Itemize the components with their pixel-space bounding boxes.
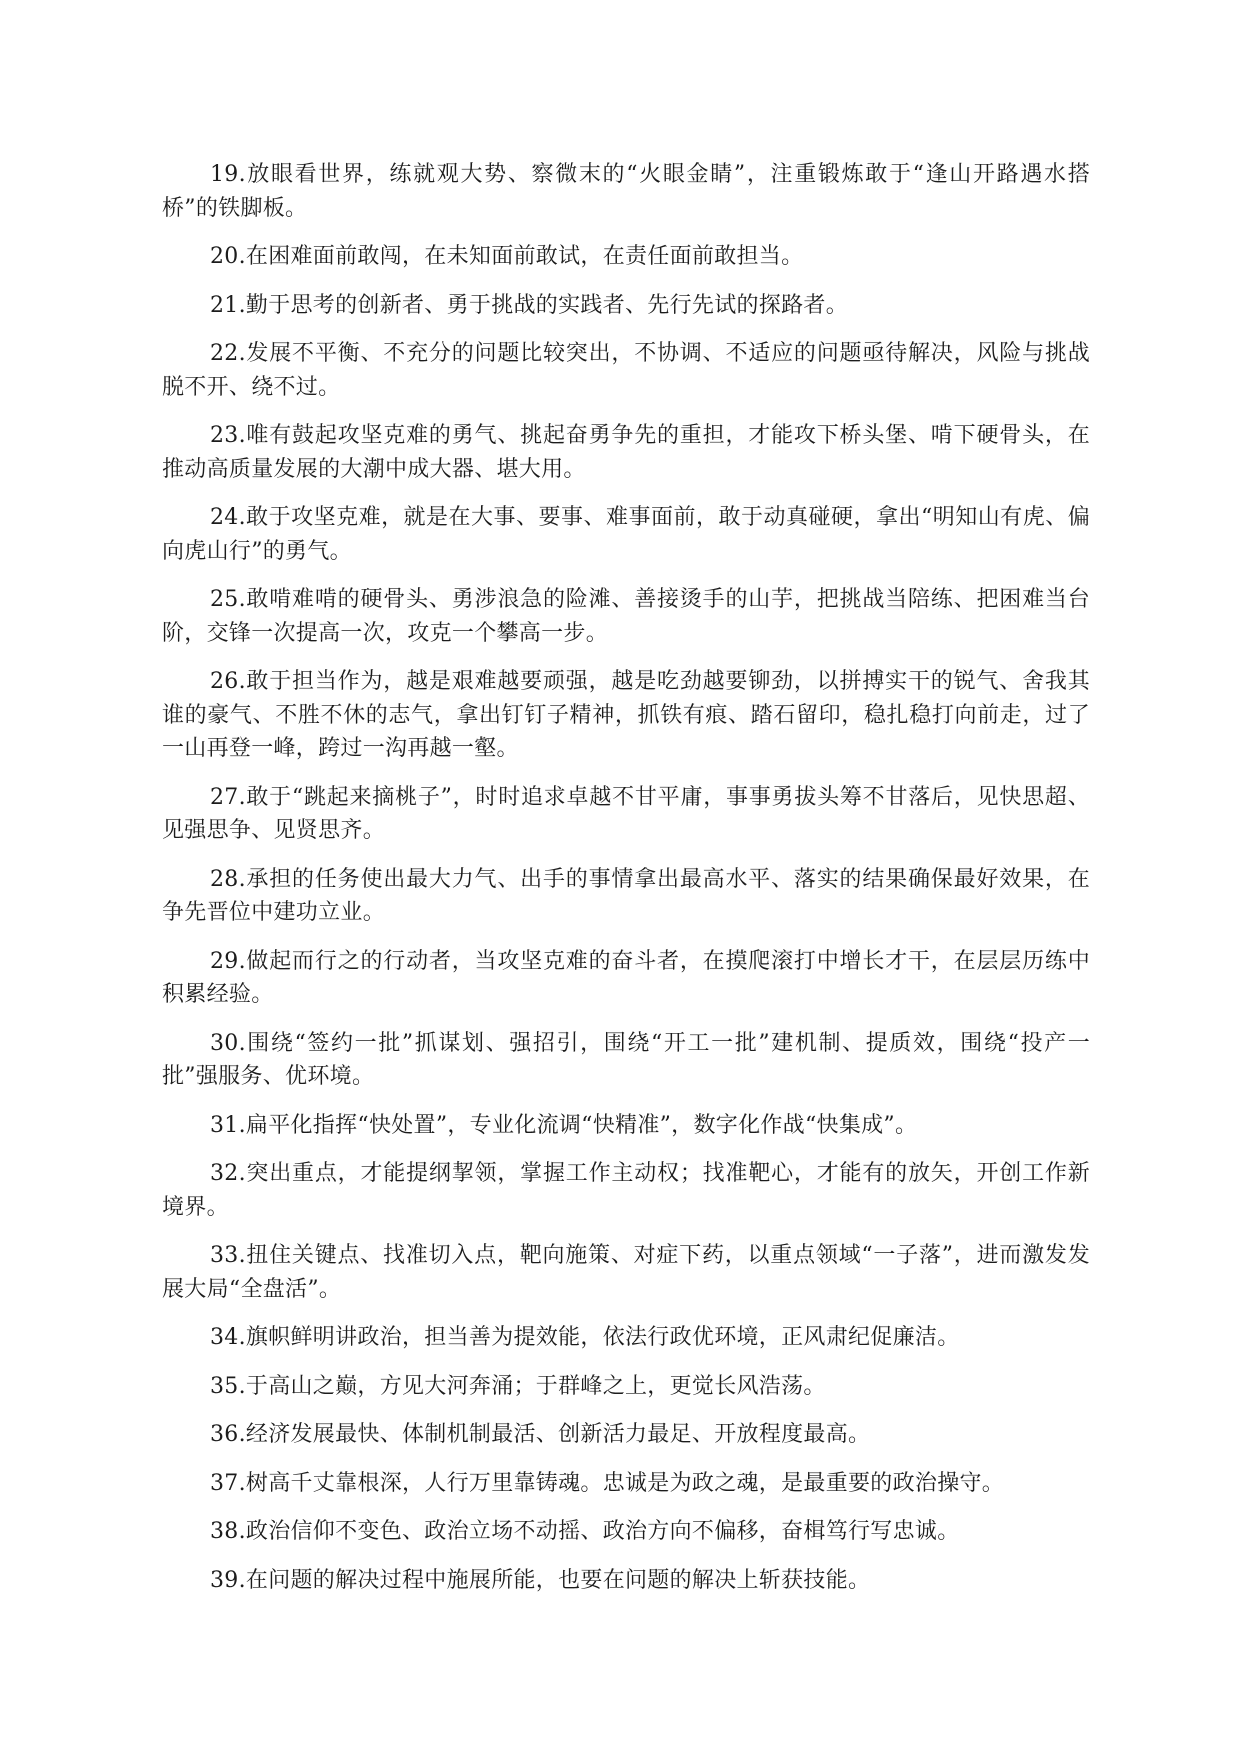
item-text: 敢啃难啃的硬骨头、勇涉浪急的险滩、善接烫手的山芋，把挑战当陪练、把困难当台阶，交锋一次提高一次，攻克一个攀高一步。: [162, 587, 1090, 646]
list-item: [162, 1418, 1090, 1452]
list-item: [162, 665, 1090, 766]
item-text: 在困难面前敢闯，在未知面前敢试，在责任面前敢担当。: [245, 244, 804, 269]
list-item: [162, 781, 1090, 848]
item-number: 38.: [210, 1519, 246, 1544]
item-text: 放眼看世界，练就观大势、察微末的“火眼金睛”，注重锻炼敢于“逢山开路遇水搭桥”的铁脚板。: [162, 162, 1090, 221]
item-number: 26.: [210, 669, 246, 694]
list-item: [162, 1515, 1090, 1549]
item-text: 在问题的解决过程中施展所能，也要在问题的解决上斩获技能。: [245, 1567, 871, 1593]
item-number: 32.: [210, 1161, 246, 1186]
item-number: 39.: [210, 1567, 246, 1593]
item-number: 19.: [210, 162, 246, 187]
item-text: 政治信仰不变色、政治立场不动摇、政治方向不偏移，奋楫笃行写忠诚。: [245, 1519, 960, 1544]
item-number: 24.: [210, 505, 246, 530]
list-item: [162, 1370, 1090, 1404]
list-item: [162, 419, 1090, 486]
item-text: 做起而行之的行动者，当攻坚克难的奋斗者，在摸爬滚打中增长才干，在层层历练中积累经验。: [162, 948, 1090, 1007]
item-number: 29.: [210, 948, 246, 974]
item-text: 突出重点，才能提纲挈领，掌握工作主动权；找准靶心，才能有的放矢，开创工作新境界。: [162, 1161, 1090, 1220]
item-text: 敢于攻坚克难，就是在大事、要事、难事面前，敢于动真碰硬，拿出“明知山有虎、偏向虎山行”的勇气。: [162, 505, 1090, 564]
item-number: 20.: [210, 244, 246, 269]
list-item: [162, 1467, 1090, 1501]
item-text: 承担的任务使出最大力气、出手的事情拿出最高水平、落实的结果确保最好效果，在争先晋位中建功立业。: [162, 866, 1090, 925]
numbered-list: [162, 158, 1090, 1612]
list-item: [162, 583, 1090, 650]
item-text: 围绕“签约一批”抓谋划、强招引，围绕“开工一批”建机制、提质效，围绕“投产一批”强服务、优环境。: [162, 1030, 1090, 1089]
item-number: 34.: [210, 1325, 246, 1350]
list-item: [162, 945, 1090, 1012]
item-text: 发展不平衡、不充分的问题比较突出，不协调、不适应的问题亟待解决，风险与挑战脱不开、绕不过。: [162, 341, 1090, 400]
item-text: 树高千丈靠根深，人行万里靠铸魂。忠诚是为政之魂，是最重要的政治操守。: [245, 1470, 1005, 1496]
item-number: 23.: [210, 423, 246, 448]
list-item: [162, 501, 1090, 568]
list-item: [162, 1109, 1090, 1143]
list-item: [162, 1321, 1090, 1355]
item-text: 敢于“跳起来摘桃子”，时时追求卓越不甘平庸，事事勇拔头筹不甘落后，见快思超、见强思争、见贤思齐。: [162, 784, 1090, 843]
item-text: 扭住关键点、找准切入点，靶向施策、对症下药，以重点领域“一子落”，进而激发发展大局“全盘活”。: [162, 1243, 1090, 1302]
item-number: 37.: [210, 1470, 246, 1496]
item-text: 于高山之巅，方见大河奔涌；于群峰之上，更觉长风浩荡。: [245, 1373, 826, 1399]
item-number: 28.: [210, 866, 246, 892]
list-item: [162, 1157, 1090, 1224]
item-number: 33.: [210, 1243, 246, 1268]
list-item: [162, 240, 1090, 274]
item-text: 唯有鼓起攻坚克难的勇气、挑起奋勇争先的重担，才能攻下桥头堡、啃下硬骨头，在推动高质量发展的大潮中成大器、堪大用。: [162, 423, 1090, 482]
item-number: 31.: [210, 1112, 246, 1138]
item-number: 21.: [210, 292, 246, 318]
list-item: [162, 1027, 1090, 1094]
list-item: [162, 1239, 1090, 1306]
item-text: 扁平化指挥“快处置”，专业化流调“快精准”，数字化作战“快集成”。: [245, 1112, 918, 1138]
list-item: [162, 158, 1090, 225]
item-number: 36.: [210, 1422, 246, 1447]
list-item: [162, 1564, 1090, 1598]
list-item: [162, 863, 1090, 930]
item-number: 35.: [210, 1373, 246, 1399]
item-number: 22.: [210, 341, 246, 366]
list-item: [162, 289, 1090, 323]
item-text: 敢于担当作为，越是艰难越要顽强，越是吃劲越要铆劲，以拼搏实干的锐气、舍我其谁的豪气、不胜不休的志气，拿出钉钉子精神，抓铁有痕、踏石留印，稳扎稳打向前走，过了一山再登一峰，跨过一沟再越一壑。: [162, 669, 1090, 761]
item-text: 勤于思考的创新者、勇于挑战的实践者、先行先试的探路者。: [245, 292, 848, 318]
item-number: 30.: [210, 1030, 246, 1056]
item-number: 27.: [210, 784, 246, 810]
list-item: [162, 337, 1090, 404]
item-text: 经济发展最快、体制机制最活、创新活力最足、开放程度最高。: [245, 1422, 871, 1447]
item-text: 旗帜鲜明讲政治，担当善为提效能，依法行政优环境，正风肃纪促廉洁。: [245, 1325, 960, 1350]
item-number: 25.: [210, 587, 246, 612]
